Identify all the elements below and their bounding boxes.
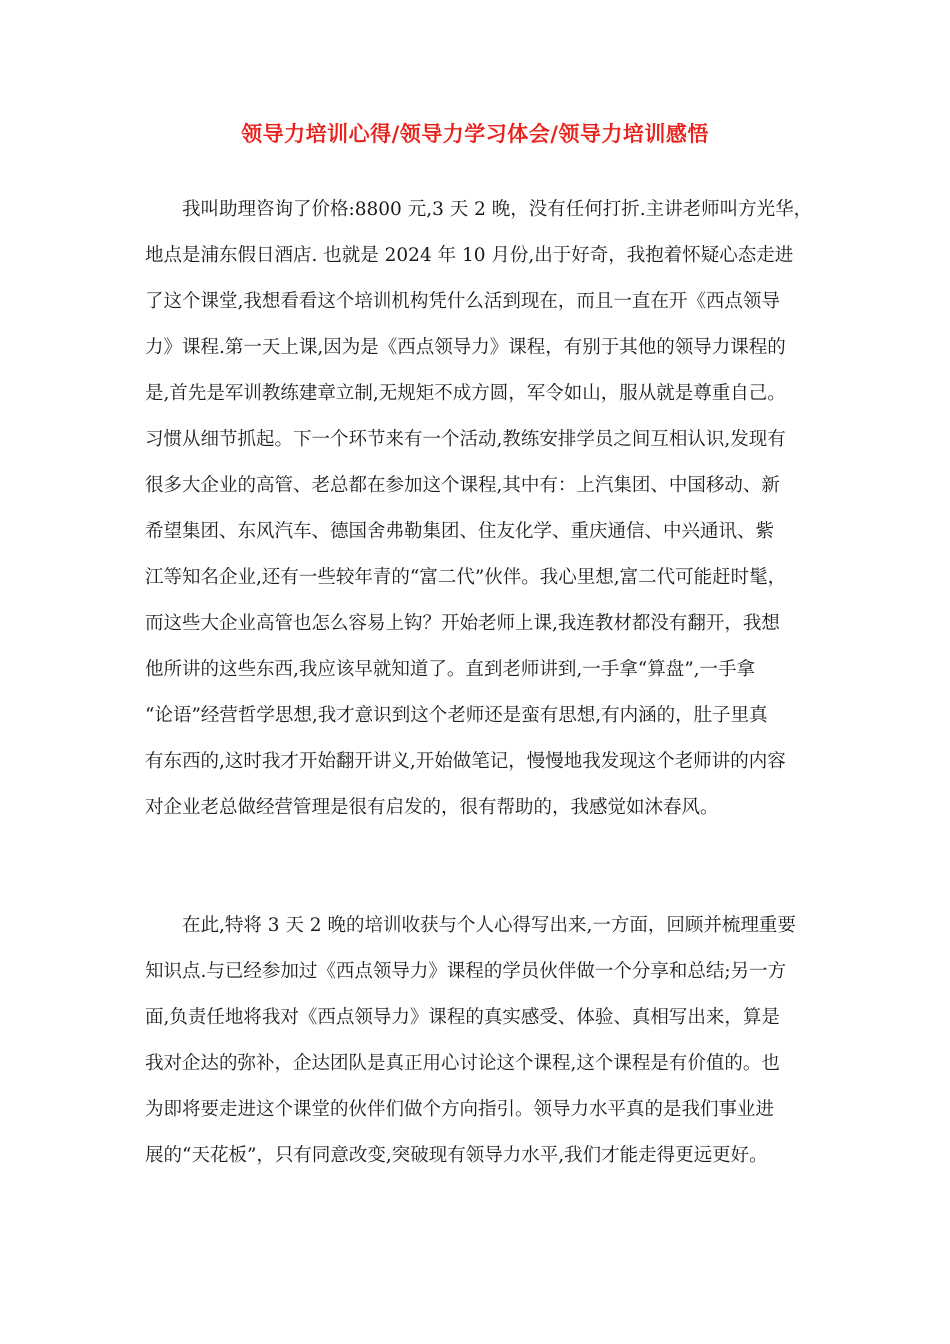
text-line: 为即将要走进这个课堂的伙伴们做个方向指引。领导力水平真的是我们事业进 (145, 1099, 775, 1120)
text-line: 我叫助理咨询了价格:8800 元,3 天 2 晚，没有任何打折.主讲老师叫方光华， (182, 199, 813, 220)
text-line: 我对企达的弥补，企达团队是真正用心讨论这个课程,这个课程是有价值的。也 (145, 1053, 780, 1074)
text-line: 展的“天花板”，只有同意改变,突破现有领导力水平,我们才能走得更远更好。 (145, 1145, 768, 1166)
text-line: 面,负责任地将我对《西点领导力》课程的真实感受、体验、真相写出来，算是 (145, 1007, 780, 1028)
text-line: 是,首先是军训教练建章立制,无规矩不成方圆，军令如山，服从就是尊重自己。 (145, 383, 786, 404)
text-line: 而这些大企业高管也怎么容易上钩？开始老师上课,我连教材都没有翻开，我想 (145, 613, 780, 634)
text-line: 知识点.与已经参加过《西点领导力》课程的学员伙伴做一个分享和总结;另一方 (145, 961, 787, 982)
text-line: 力》课程.第一天上课,因为是《西点领导力》课程，有别于其他的领导力课程的 (145, 337, 786, 358)
text-line: 在此,特将 3 天 2 晚的培训收获与个人心得写出来,一方面，回顾并梳理重要 (182, 915, 796, 936)
text-line: 了这个课堂,我想看看这个培训机构凭什么活到现在，而且一直在开《西点领导 (145, 291, 780, 312)
text-line: 习惯从细节抓起。下一个环节来有一个活动,教练安排学员之间互相认识,发现有 (145, 429, 786, 450)
document-title: 领导力培训心得/领导力学习体会/领导力培训感悟 (241, 121, 709, 146)
text-line: “论语”经营哲学思想,我才意识到这个老师还是蛮有思想,有内涵的，肚子里真 (145, 705, 768, 726)
text-line: 他所讲的这些东西,我应该早就知道了。直到老师讲到,一手拿“算盘”,一手拿 (145, 659, 756, 680)
text-line: 希望集团、东风汽车、德国舍弗勒集团、住友化学、重庆通信、中兴通讯、紫 (145, 521, 775, 542)
text-line: 对企业老总做经营管理是很有启发的，很有帮助的，我感觉如沐春风。 (145, 797, 719, 818)
text-line: 很多大企业的高管、老总都在参加这个课程,其中有：上汽集团、中国移动、新 (145, 475, 780, 496)
text-line: 江等知名企业,还有一些较年青的“富二代”伙伴。我心里想,富二代可能赶时髦， (145, 567, 787, 588)
text-line: 地点是浦东假日酒店. 也就是 2024 年 10 月份,出于好奇，我抱着怀疑心态走进 (145, 245, 794, 266)
paragraph-1 (145, 187, 815, 831)
text-line: 有东西的,这时我才开始翻开讲义,开始做笔记，慢慢地我发现这个老师讲的内容 (145, 751, 786, 772)
paragraph-2 (145, 903, 815, 1179)
